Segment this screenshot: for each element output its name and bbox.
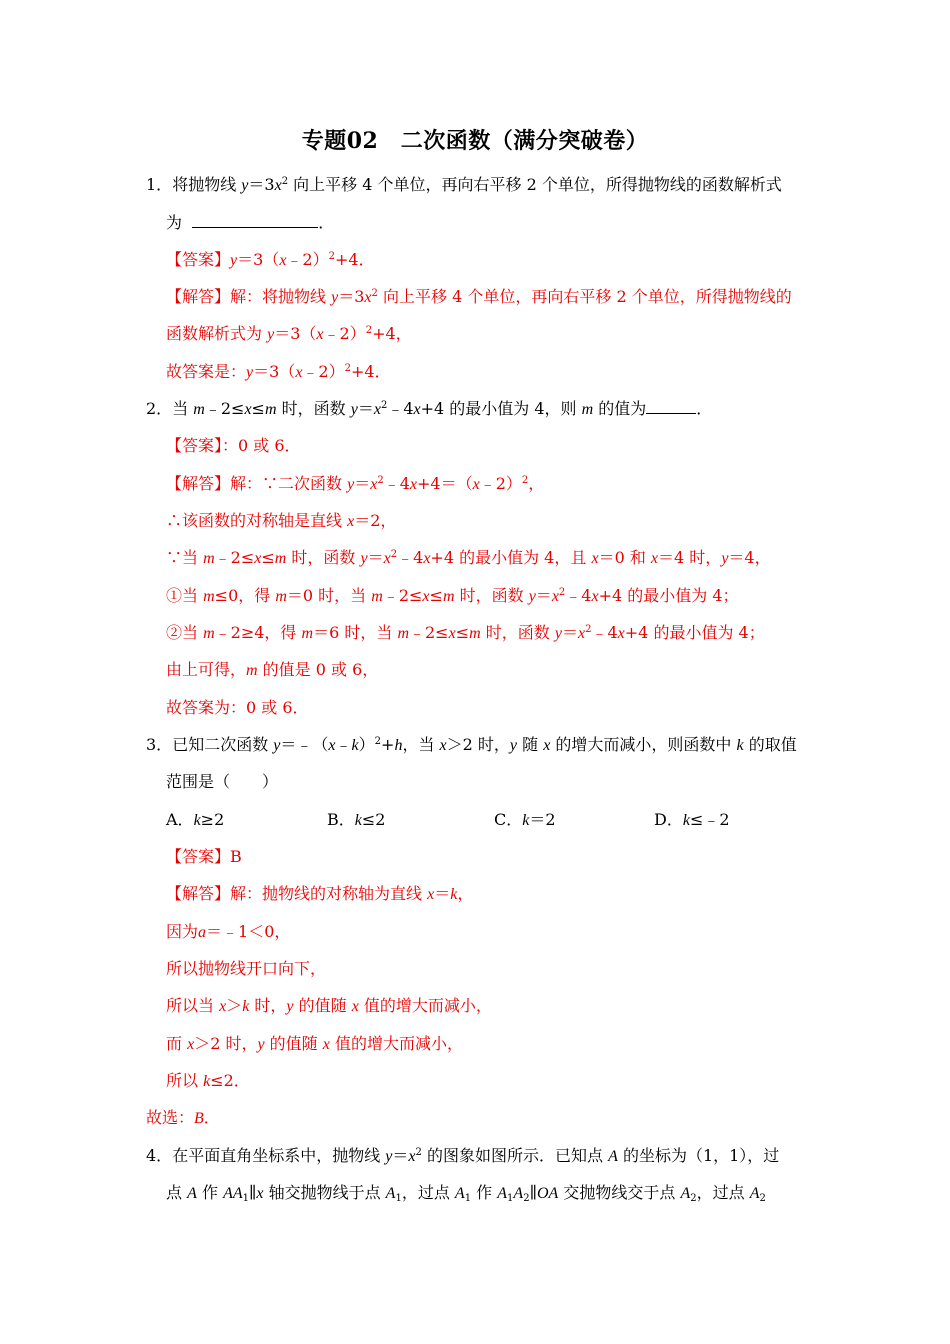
q3-solution-line3: 所以抛物线开口向下， bbox=[166, 959, 327, 978]
q1-answer: 【答案】y＝3（x﹣2）$^2$+4． bbox=[166, 250, 375, 269]
q2-solution-line3: ∵当 m﹣2≤x≤m 时，函数 $y=x^2﹣4x+4$ 的最小值为 4，且 x＝0 和 x＝4 时，y＝4， bbox=[166, 548, 771, 567]
q1-solution-line2: 函数解析式为 y＝3（x﹣2）$^2$+4， bbox=[166, 324, 412, 343]
q3-option-b: B．k≤2 bbox=[327, 810, 386, 829]
q3-solution-line1: 【解答】解：抛物线的对称轴为直线 x＝k， bbox=[166, 884, 474, 903]
q3-option-a: A．k≥2 bbox=[166, 810, 225, 829]
q2-stem: 2．当 m﹣2≤x≤m 时，函数 $y=x^2﹣4x+4$ 的最小值为 4，则 m 的值为 ． bbox=[146, 399, 713, 418]
q4-stem-line1: 4．在平面直角坐标系中，抛物线 $y=x^2$ 的图象如图所示．已知点 A 的坐标为（1，1），过 bbox=[146, 1146, 780, 1165]
q2-solution-line1: 【解答】解：∵二次函数 $y=x^2﹣4x+4=(x﹣2)^2$， bbox=[166, 474, 545, 493]
page-title: 专题02 二次函数（满分突破卷） bbox=[301, 128, 649, 154]
q1-stem-line2: 为 ． bbox=[166, 213, 335, 232]
q2-solution-case1: ①当 m≤0，得 m＝0 时，当 m﹣2≤x≤m 时，函数 $y=x^2﹣4x+4$ 的最小值为 4； bbox=[166, 586, 739, 605]
q2-answer: 【答案】：0 或 6． bbox=[166, 436, 301, 455]
q3-stem-line1: 3．已知二次函数 y＝﹣（x﹣k）$^2$+h，当 x＞2 时，y 随 x 的增大而减小，则函数中 k 的取值 bbox=[146, 735, 797, 754]
q1-solution-line1: 【解答】解：将抛物线 $y=3x^2$ 向上平移 4 个单位，再向右平移 2 个单位，所得抛物线的 bbox=[166, 287, 792, 306]
q4-stem-line2: 点 A 作 $AA_1\parallel x$ 轴交抛物线于点 $A_1$，过点 $A_1$ 作 $A_1A_2\parallel OA$ 交抛物线交于点 $A_2$，过点 $A_2$ bbox=[166, 1183, 766, 1204]
q2-answer-blank bbox=[646, 399, 696, 414]
q3-solution-line5: 而 x＞2 时，y 的值随 x 值的增大而减小， bbox=[166, 1034, 463, 1053]
q3-option-d: D．k≤﹣2 bbox=[654, 810, 730, 829]
q3-final: 故选：B． bbox=[146, 1108, 220, 1127]
q3-solution-line2: 因为a＝﹣1＜0， bbox=[166, 922, 291, 941]
q2-solution-case2: ②当 m﹣2≥4，得 m＝6 时，当 m﹣2≤x≤m 时，函数 $y=x^2﹣4x+4$ 的最小值为 4； bbox=[166, 623, 765, 642]
q3-solution-line6: 所以 k≤2． bbox=[166, 1071, 250, 1090]
q2-solution-conclude: 由上可得，m 的值是 0 或 6， bbox=[166, 660, 379, 679]
q1-answer-blank bbox=[192, 213, 318, 228]
q1-stem-line1: 1．将抛物线 $y=3x^2$ 向上平移 4 个单位，再向右平移 2 个单位，所得抛物线的函数解析式 bbox=[146, 175, 782, 194]
q2-final: 故答案为：0 或 6． bbox=[166, 698, 309, 717]
q3-answer: 【答案】B bbox=[166, 847, 242, 866]
q1-final: 故答案是：y＝3（x﹣2）$^2$+4． bbox=[166, 362, 391, 381]
q3-solution-line4: 所以当 x＞k 时，y 的值随 x 值的增大而减小， bbox=[166, 996, 492, 1015]
q3-option-c: C．k＝2 bbox=[494, 810, 556, 829]
q2-solution-line2: ∴该函数的对称轴是直线 x＝2， bbox=[166, 511, 397, 530]
q3-stem-line2: 范围是（ ） bbox=[166, 772, 279, 791]
